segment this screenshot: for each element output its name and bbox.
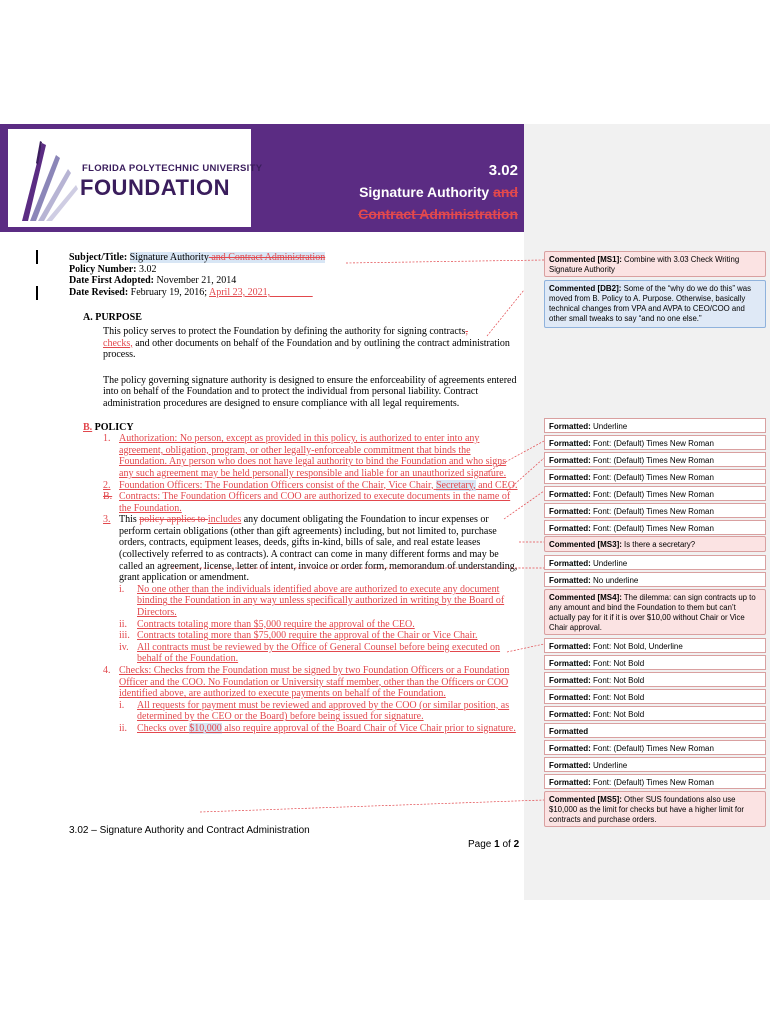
comment-ms5[interactable]: Commented [MS5]: Other SUS foundations also use $10,000 as the limit for checks but have a higher limit for contracts and purchase orders. (544, 791, 766, 827)
formatted-note[interactable]: Formatted: No underline (544, 572, 766, 587)
subject-line: Subject/Title: Signature Authority and Contract Administration (69, 252, 326, 263)
policy-item-documents: 3. This policy applies to includes any document obligating the Foundation to incur expenses or perform certain obligations (other than gift agreements) including, but not limited to, purchase orders, contracts, equipment leases, deeds, gifts in-kind, bills of sale, and real estate leases (collectively referred to as contracts). A contract can come in many different forms and may be called an agreement, license, letter of intent, invoice or order form, memorandum of understanding, grant application or amendment. (103, 514, 518, 584)
formatted-note[interactable]: Formatted: Font: (Default) Times New Roman (544, 469, 766, 484)
formatted-note[interactable]: Formatted: Underline (544, 418, 766, 433)
logo-foundation-text: FOUNDATION (80, 175, 231, 200)
policy-subitem: i. All requests for payment must be reviewed and approved by the COO (or similar position, as determined by the CEO or the Board) before being issued for signature. (119, 699, 510, 723)
formatted-note[interactable]: Formatted: Font: Not Bold (544, 655, 766, 670)
formatted-note[interactable]: Formatted: Font: (Default) Times New Roman (544, 452, 766, 467)
purpose-heading: A. PURPOSE (83, 312, 142, 324)
policy-subitem: ii. Checks over $10,000 also require approval of the Board Chair of Vice Chair prior to signature. (119, 722, 516, 734)
formatted-note[interactable]: Formatted: Font: Not Bold (544, 706, 766, 721)
header-title-deleted-word: and (493, 184, 518, 200)
revised-inserted-date: April 23, 2021, ________ (208, 286, 313, 298)
policy-item-authorization: 1. Authorization: No person, except as provided in this policy, is authorized to enter into any agreement, obligation, program, or other legally-enforceable commitment that binds the Foundation. Any person who does not have legal authority to bind the Foundation and who signs any such agreement may be held personally responsible and liable for an unauthorized signature. (103, 433, 507, 479)
policy-subitem: i. No one other than the individuals identified above are authorized to execute any document binding the Foundation in any way unless specifically authorized in writing by the Board of Directors. (119, 583, 505, 619)
date-adopted-line: Date First Adopted: November 21, 2014 (69, 275, 237, 287)
formatted-note[interactable]: Formatted: Font: (Default) Times New Roman (544, 486, 766, 501)
page-number: Page 1 of 2 (468, 839, 520, 850)
comment-ms4[interactable]: Commented [MS4]: The dilemma: can sign contracts up to any amount and bind the Foundation to them but can’t actually pay for it if it is over $10,00 without Chair or Vice Chair approval. (544, 589, 766, 635)
header-title: Signature Authority and (359, 184, 518, 200)
policy-item-contracts: B. Contracts: The Foundation Officers and COO are authorized to execute documents in the name of the Foundation. (103, 491, 511, 514)
formatted-note[interactable]: Formatted: Underline (544, 757, 766, 772)
header-policy-number: 3.02 (488, 162, 518, 179)
policy-number-line: Policy Number: 3.02 (69, 263, 157, 275)
formatted-note[interactable]: Formatted: Font: (Default) Times New Roman (544, 503, 766, 518)
formatted-note[interactable]: Formatted (544, 723, 766, 738)
comment-db2[interactable]: Commented [DB2]: Some of the “why do we do this” was moved from B. Policy to A. Purpose. Otherwise, basically technical changes from VPA and AVPA to CEO/COO and other small tweaks to say “and no one else.” (544, 280, 766, 328)
policy-item-checks: 4. Checks: Checks from the Foundation must be signed by two Foundation Officers or a Foundation Officer and the COO. No Foundation or University staff member, other than the Officers or COO identified above, are authorized to execute payments on behalf of the Foundation. (103, 665, 510, 700)
formatted-note[interactable]: Formatted: Font: (Default) Times New Roman (544, 435, 766, 450)
formatted-note[interactable]: Formatted: Underline (544, 555, 766, 570)
formatted-note[interactable]: Formatted: Font: (Default) Times New Roman (544, 520, 766, 535)
policy-subitem: iii. Contracts totaling more than $75,000 require the approval of the Chair or Vice Chair. (119, 630, 478, 642)
policy-item-officers: 2. Foundation Officers: The Foundation Officers consist of the Chair, Vice Chair, Secretary, and CEO. (103, 479, 518, 491)
page-footer: 3.02 – Signature Authority and Contract Administration (69, 825, 310, 836)
policy-heading: B. POLICY (83, 421, 134, 433)
formatted-note[interactable]: Formatted: Font: (Default) Times New Roman (544, 740, 766, 755)
comment-ms3[interactable]: Commented [MS3]: Is there a secretary? (544, 536, 766, 552)
formatted-note[interactable]: Formatted: Font: (Default) Times New Roman (544, 774, 766, 789)
formatted-note[interactable]: Formatted: Font: Not Bold (544, 689, 766, 704)
policy-subitem: ii. Contracts totaling more than $5,000 require the approval of the CEO. (119, 618, 415, 630)
formatted-note[interactable]: Formatted: Font: Not Bold (544, 672, 766, 687)
formatted-note[interactable]: Formatted: Font: Not Bold, Underline (544, 638, 766, 653)
logo-university-text: FLORIDA POLYTECHNIC UNIVERSITY (82, 163, 263, 174)
policy-subitem: iv. All contracts must be reviewed by the Office of General Counsel before being executed on behalf of the Foundation. (119, 641, 501, 665)
subject-deleted: and Contract Administration (208, 252, 326, 263)
purpose-paragraph-1: This policy serves to protect the Foundation by defining the authority for signing contracts, checks, and other documents on behalf of the Foundation and by outlining the contract administration process. (103, 325, 510, 361)
purpose-paragraph-2: The policy governing signature authority is designed to ensure the enforceability of agreements entered into on behalf of the Foundation and to protect the individual from personal liability. Contract administration procedures are designed to ensure compliance with all legal requirements. (103, 374, 517, 409)
subject-value: Signature Authority (129, 252, 209, 263)
comment-ms1[interactable]: Commented [MS1]: Combine with 3.03 Check Writing Signature Authority (544, 251, 766, 277)
header-title-deleted-line: Contract Administration (358, 206, 518, 222)
date-revised-line: Date Revised: February 19, 2016; April 23, 2021, ________ (69, 286, 313, 298)
